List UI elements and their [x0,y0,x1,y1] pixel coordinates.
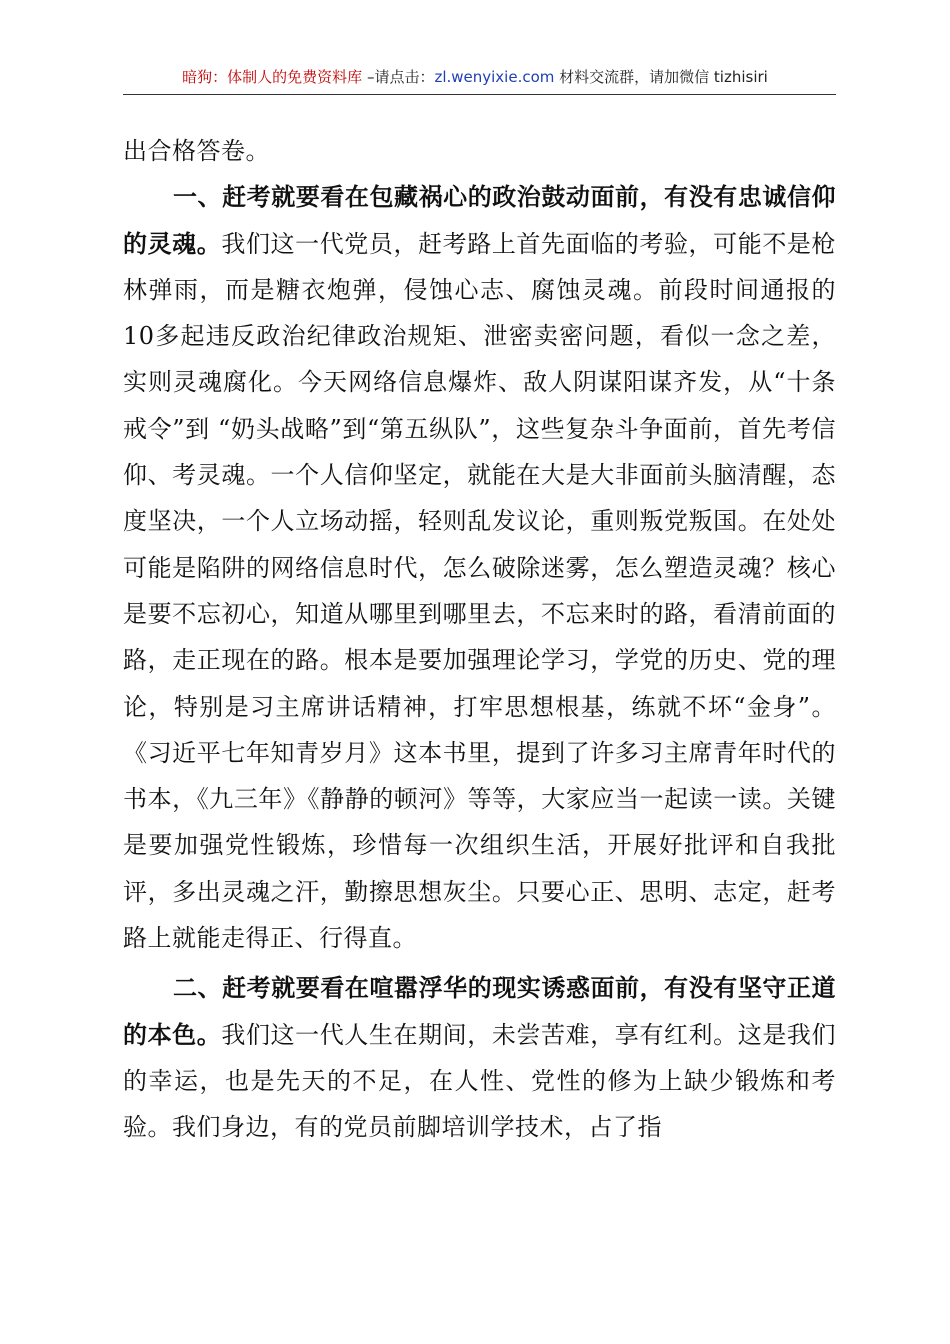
paragraph-section-two [123,965,836,1150]
paragraph-section-one [123,174,836,961]
paragraph-body: 我们这一代人生在期间，未尝苦难，享有红利。这是我们的幸运，也是先天的不足，在人性、党性的修为上缺少锻炼和考验。我们身边，有的党员前脚培训学技术，占了指 [123,1020,837,1142]
page-header [0,66,950,87]
document-body [123,128,836,1151]
paragraph-body: 出合格答卷。 [123,137,270,165]
header-click-prefix: –请点击： [362,68,435,86]
header-url-link[interactable]: zl.wenyixie.com [434,68,555,86]
section-heading: 二、赶考就要看在喧嚣浮华的现实诱惑面前，有没有坚守正道的本色。 [123,974,836,1049]
paragraph-continuation [123,128,836,174]
section-heading: 一、赶考就要看在包藏祸心的政治鼓动面前，有没有忠诚信仰的灵魂。 [123,183,836,258]
header-brand: 暗狗：体制人的免费资料库 [182,68,363,86]
paragraph-body: 我们这一代党员，赶考路上首先面临的考验，可能不是枪林弹雨，而是糖衣炮弹，侵蚀心志、腐蚀灵魂。前段时间通报的10多起违反政治纪律政治规矩、泄密卖密问题，看似一念之差，实则灵魂腐化。今天网络信息爆炸、敌人阴谋阳谋齐发，从“十条戒令”到 “奶头战略”到“第五纵队”，这些复杂斗争面前，首先考信仰、考灵魂。一个人信仰坚定，就能在大是大非面前头脑清醒，态度坚决，一个人立场动摇，轻则乱发议论，重则叛党叛国。在处处可能是陷阱的网络信息时代，怎么破除迷雾，怎么塑造灵魂？核心是要不忘初心，知道从哪里到哪里去，不忘来时的路，看清前面的路，走正现在的路。根本是要加强理论学习，学党的历史、党的理论，特别是习主席讲话精神，打牢思想根基，练就不坏“金身”。《习近平七年知青岁月》这本书里，提到了许多习主席青年时代的书本，《九三年》《静静的顿河》等等，大家应当一起读一读。关键是要加强党性锻炼，珍惜每一次组织生活，开展好批评和自我批评，多出灵魂之汗，勤擦思想灰尘。只要心正、思明、志定，赶考路上就能走得正、行得直。 [123,229,837,953]
header-contact: 材料交流群，请加微信 tizhisiri [554,68,768,86]
header-divider [123,94,836,95]
